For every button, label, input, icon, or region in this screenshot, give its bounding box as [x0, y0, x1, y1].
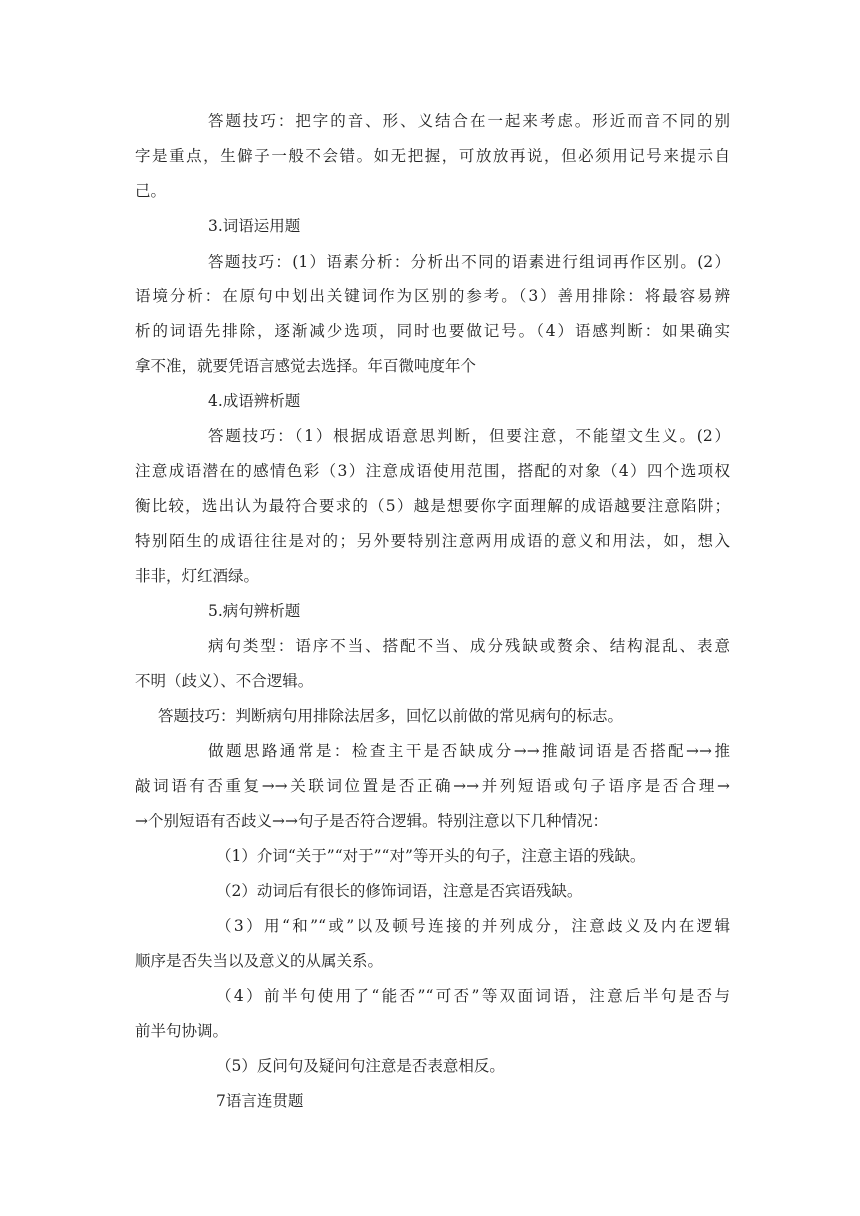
- paragraph-line: 病句类型：语序不当、搭配不当、成分残缺或赘余、结构混乱、表意: [208, 637, 730, 655]
- section-heading: 7语言连贯题: [216, 1092, 304, 1110]
- paragraph-line: 衡比较，选出认为最符合要求的（5）越是想要你字面理解的成语越要注意陷阱；: [135, 497, 730, 515]
- paragraph-line: 做题思路通常是：检查主干是否缺成分→→推敲词语是否搭配→→推: [208, 742, 730, 760]
- paragraph-line: 注意成语潜在的感情色彩（3）注意成语使用范围，搭配的对象（4）四个选项权: [135, 462, 730, 480]
- list-item: （5）反问句及疑问句注意是否表意相反。: [216, 1057, 505, 1075]
- paragraph-line: 答题技巧：(1）语素分析：分析出不同的语素进行组词再作区别。(2）: [208, 253, 730, 271]
- paragraph-line: 敲词语有否重复→→关联词位置是否正确→→并列短语或句子语序是否合理→: [135, 777, 730, 795]
- paragraph-line: 不明（歧义）、不合逻辑。: [135, 672, 314, 690]
- paragraph-line: 答题技巧：判断病句用排除法居多，回忆以前做的常见病句的标志。: [158, 707, 624, 725]
- paragraph-line: 答题技巧：把字的音、形、义结合在一起来考虑。形近而音不同的别: [208, 112, 730, 130]
- list-item: 前半句协调。: [135, 1022, 229, 1040]
- paragraph-line: 特别陌生的成语往往是对的；另外要特别注意两用成语的意义和用法，如，想入: [135, 532, 730, 550]
- section-heading: 5.病句辨析题: [208, 602, 301, 620]
- list-item: （4）前半句使用了“能否”“可否”等双面词语，注意后半句是否与: [216, 987, 730, 1005]
- paragraph-line: 非非，灯红酒绿。: [135, 567, 260, 585]
- list-item: （1）介词“关于”“对于”“对”等开头的句子，注意主语的残缺。: [216, 847, 646, 865]
- paragraph-line: 字是重点，生僻子一般不会错。如无把握，可放放再说，但必须用记号来提示自: [135, 147, 730, 165]
- list-item: （3）用“和”“或”以及顿号连接的并列成分，注意歧义及内在逻辑: [216, 917, 730, 935]
- paragraph-line: 语境分析：在原句中划出关键词作为区别的参考。（3）善用排除：将最容易辨: [135, 287, 730, 305]
- paragraph-line: 拿不准，就要凭语言感觉去选择。年百微吨度年个: [135, 357, 477, 375]
- paragraph-line: →个别短语有否歧义→→句子是否符合逻辑。特别注意以下几种情况：: [135, 812, 608, 830]
- paragraph-line: 析的词语先排除，逐渐减少选项，同时也要做记号。（4）语感判断：如果确实: [135, 322, 730, 340]
- paragraph-line: 己。: [135, 182, 167, 200]
- paragraph-line: 答题技巧：（1）根据成语意思判断，但要注意，不能望文生义。(2）: [208, 427, 730, 445]
- list-item: 顺序是否失当以及意义的从属关系。: [135, 952, 384, 970]
- section-heading: 4.成语辨析题: [208, 392, 301, 410]
- section-heading: 3.词语运用题: [208, 217, 301, 235]
- list-item: （2）动词后有很长的修饰词语，注意是否宾语残缺。: [216, 882, 583, 900]
